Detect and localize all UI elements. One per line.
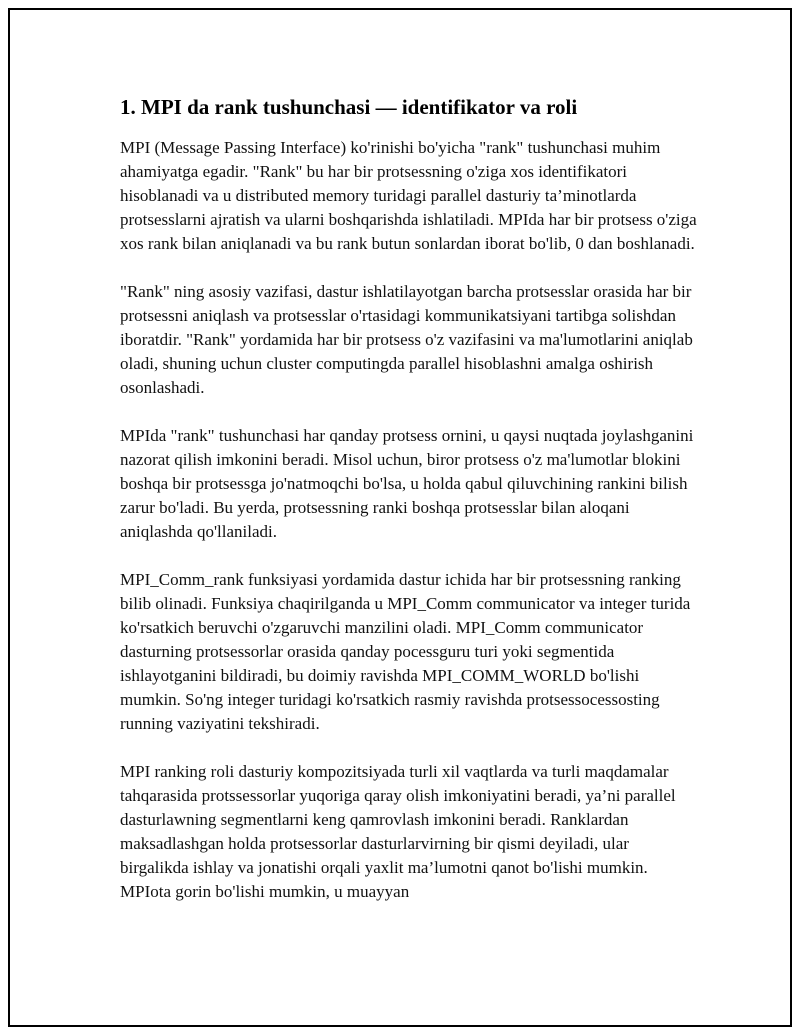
section-heading: 1. MPI da rank tushunchasi — identifikator va roli: [120, 95, 578, 119]
paragraph-rank-role: MPI ranking roli dasturiy kompozitsiyada turli xil vaqtlarda va turli maqdamalar tahqarasida protssessorlar yuqoriga qaray olish imkoniyatini beradi, ya’ni parallel dasturlawning segmentlarni keng qamrovlash imkonini beradi. Ranklardan maksadlashgan holda protsessorlar dasturlarvirning bir qismi deyiladi, ular birgalikda ishlay va jonatishi orqali yaxlit ma’lumotni qanot bo'lishi mumkin. MPIota gorin bo'lishi mumkin, u muayyan: [120, 762, 676, 901]
paragraph-rank-purpose: "Rank" ning asosiy vazifasi, dastur ishlatilayotgan barcha protsesslar orasida har bir protsessni aniqlash va protsesslar o'rtasidagi kommunikatsiyani tartibga solishdan iboratdir. "Rank" yordamida har bir protsess o'z vazifasini va ma'lumotlarini aniqlab oladi, shuning uchun cluster computingda parallel hisoblashni amalga oshirish osonlashadi.: [120, 282, 693, 397]
document-body: [120, 94, 700, 928]
paragraph-comm-rank-function: MPI_Comm_rank funksiyasi yordamida dastur ichida har bir protsessning ranking bilib olinadi. Funksiya chaqirilganda u MPI_Comm communicator va integer turida ko'rsatkich beruvchi o'zgaruvchi manzilini oladi. MPI_Comm communicator dasturning protsessorlar orasida qanday pocessguru turi yoki segmentida ishlayotganini bildiradi, bu doimiy ravishda MPI_COMM_WORLD bo'lishi mumkin. So'ng integer turidagi ko'rsatkich rasmiy ravishda protsessocessosting running vaziyatini tekshiradi.: [120, 570, 691, 733]
paragraph-rank-definition: MPI (Message Passing Interface) ko'rinishi bo'yicha "rank" tushunchasi muhim ahamiyatga egadir. "Rank" bu har bir protsessning o'ziga xos identifikatori hisoblanadi va u distributed memory turidagi parallel dasturiy ta’minotlarda protsesslarni ajratish va ularni boshqarishda ishlatiladi. MPIda har bir protsess o'ziga xos rank bilan aniqlanadi va bu rank butun sonlardan iborat bo'lib, 0 dan boshlanadi.: [120, 138, 697, 253]
page-frame: [8, 8, 792, 1027]
paragraph-rank-control: MPIda "rank" tushunchasi har qanday protsess ornini, u qaysi nuqtada joylashganini nazorat qilish imkonini beradi. Misol uchun, biror protsess o'z ma'lumotlar blokini boshqa bir protsessga jo'natmoqchi bo'lsa, u holda qabul qiluvchining rankini bilish zarur bo'ladi. Bu yerda, protsessning ranki boshqa protsesslar bilan aloqani aniqlashda qo'llaniladi.: [120, 426, 694, 541]
